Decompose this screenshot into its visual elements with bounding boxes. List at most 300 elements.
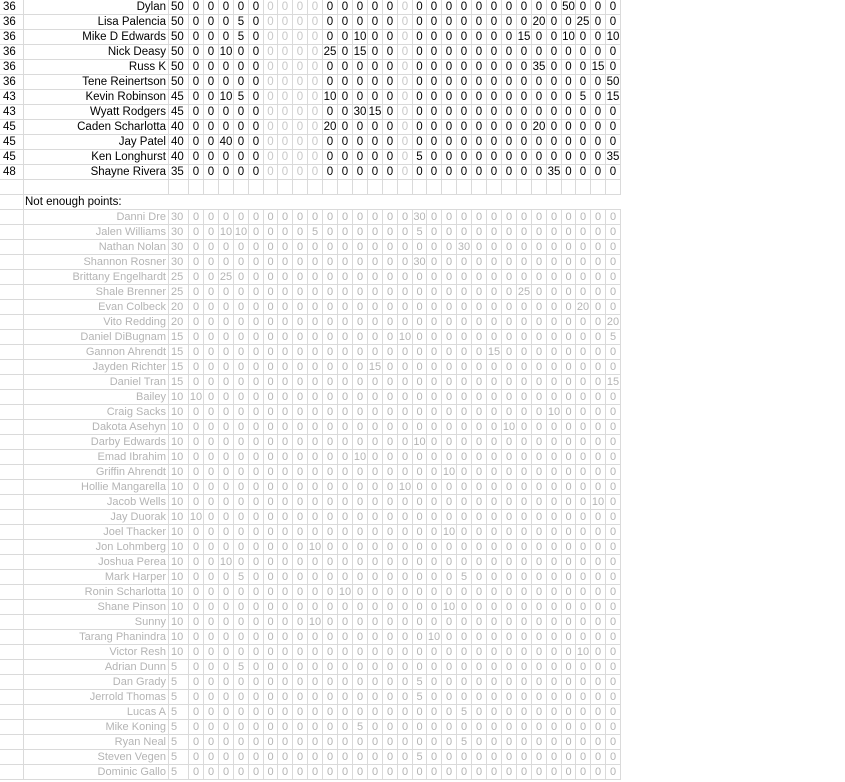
score-cell[interactable]: 0 <box>591 765 606 780</box>
total-points-cell[interactable]: 10 <box>169 555 189 570</box>
score-cell[interactable]: 0 <box>323 315 338 330</box>
score-cell[interactable]: 0 <box>323 690 338 705</box>
score-cell[interactable]: 0 <box>234 285 249 300</box>
score-cell[interactable]: 0 <box>472 225 487 240</box>
score-cell[interactable]: 0 <box>278 600 293 615</box>
score-cell[interactable]: 0 <box>234 240 249 255</box>
score-cell[interactable]: 0 <box>591 360 606 375</box>
score-cell[interactable]: 0 <box>353 570 368 585</box>
score-cell[interactable]: 0 <box>383 735 398 750</box>
score-cell[interactable]: 0 <box>368 90 383 105</box>
score-cell[interactable]: 0 <box>204 135 219 150</box>
total-points-cell[interactable]: 10 <box>169 630 189 645</box>
score-cell[interactable]: 0 <box>472 600 487 615</box>
score-cell[interactable]: 0 <box>368 165 383 180</box>
score-cell[interactable]: 0 <box>472 615 487 630</box>
score-cell[interactable]: 0 <box>383 300 398 315</box>
score-cell[interactable]: 0 <box>338 60 353 75</box>
score-cell[interactable]: 0 <box>457 360 472 375</box>
score-cell[interactable]: 0 <box>323 75 338 90</box>
score-cell[interactable]: 10 <box>353 451 367 463</box>
score-cell[interactable]: 0 <box>323 285 338 300</box>
score-cell[interactable]: 0 <box>308 60 323 75</box>
score-cell[interactable]: 0 <box>234 525 249 540</box>
score-cell[interactable]: 15 <box>517 31 531 43</box>
score-cell[interactable]: 0 <box>427 15 442 30</box>
score-cell[interactable]: 25 <box>323 46 337 58</box>
score-cell[interactable]: 0 <box>562 45 576 60</box>
rank-cell[interactable]: 48 <box>0 165 24 180</box>
score-cell[interactable]: 0 <box>383 705 398 720</box>
score-cell[interactable]: 0 <box>204 285 219 300</box>
score-cell[interactable]: 0 <box>413 390 427 405</box>
score-cell[interactable]: 0 <box>502 210 517 225</box>
score-cell[interactable]: 0 <box>472 720 487 735</box>
score-cell[interactable]: 0 <box>427 345 442 360</box>
score-cell[interactable]: 0 <box>442 555 457 570</box>
score-cell[interactable]: 0 <box>591 225 606 240</box>
score-cell[interactable]: 0 <box>413 600 427 615</box>
score-cell[interactable]: 0 <box>293 285 308 300</box>
score-cell[interactable]: 0 <box>576 240 591 255</box>
score-cell[interactable]: 0 <box>502 45 517 60</box>
score-cell[interactable]: 0 <box>368 150 383 165</box>
score-cell[interactable]: 0 <box>487 15 502 30</box>
score-cell[interactable]: 0 <box>576 360 591 375</box>
score-cell[interactable]: 0 <box>591 705 606 720</box>
score-cell[interactable]: 0 <box>427 690 442 705</box>
score-cell[interactable]: 0 <box>189 210 204 225</box>
total-points-cell[interactable]: 15 <box>169 375 189 390</box>
score-cell[interactable]: 0 <box>487 225 502 240</box>
score-cell[interactable]: 0 <box>532 480 547 495</box>
rank-cell[interactable]: 43 <box>0 90 24 105</box>
score-cell[interactable]: 0 <box>487 660 502 675</box>
rank-cell[interactable]: 36 <box>0 15 24 30</box>
score-cell[interactable]: 0 <box>383 510 398 525</box>
empty-cell[interactable] <box>472 195 487 210</box>
score-cell[interactable]: 0 <box>532 165 547 180</box>
rank-cell[interactable]: 45 <box>0 135 24 150</box>
score-cell[interactable]: 0 <box>576 615 591 630</box>
score-cell[interactable]: 0 <box>234 585 249 600</box>
score-cell[interactable]: 0 <box>234 630 249 645</box>
score-cell[interactable]: 0 <box>383 480 398 495</box>
score-cell[interactable]: 0 <box>547 435 562 450</box>
score-cell[interactable]: 0 <box>353 630 368 645</box>
player-name-cell[interactable]: Victor Resh <box>24 645 169 660</box>
score-cell[interactable]: 0 <box>576 405 591 420</box>
score-cell[interactable]: 0 <box>398 135 413 150</box>
score-cell[interactable]: 0 <box>383 675 398 690</box>
score-cell[interactable]: 0 <box>368 660 383 675</box>
total-points-cell[interactable]: 15 <box>169 360 189 375</box>
score-cell[interactable]: 0 <box>323 165 338 180</box>
score-cell[interactable]: 0 <box>278 735 293 750</box>
score-cell[interactable]: 0 <box>219 360 234 375</box>
score-cell[interactable]: 0 <box>368 75 383 90</box>
score-cell[interactable]: 0 <box>413 765 427 780</box>
score-cell[interactable]: 0 <box>562 330 576 345</box>
score-cell[interactable]: 0 <box>338 270 353 285</box>
score-cell[interactable]: 5 <box>234 570 249 585</box>
score-cell[interactable]: 0 <box>502 315 517 330</box>
score-cell[interactable]: 0 <box>293 585 308 600</box>
score-cell[interactable]: 0 <box>547 240 562 255</box>
score-cell[interactable]: 0 <box>413 375 427 390</box>
score-cell[interactable]: 10 <box>219 556 233 568</box>
score-cell[interactable]: 0 <box>264 165 278 180</box>
score-cell[interactable]: 0 <box>472 240 487 255</box>
score-cell[interactable]: 0 <box>219 645 234 660</box>
score-cell[interactable]: 10 <box>606 31 620 43</box>
score-cell[interactable]: 15 <box>606 376 620 388</box>
score-cell[interactable]: 0 <box>264 420 278 435</box>
score-cell[interactable]: 0 <box>576 165 591 180</box>
score-cell[interactable]: 0 <box>591 285 606 300</box>
score-cell[interactable]: 0 <box>219 75 234 90</box>
score-cell[interactable]: 0 <box>204 0 219 15</box>
score-cell[interactable]: 0 <box>398 270 413 285</box>
score-cell[interactable]: 0 <box>338 630 353 645</box>
score-cell[interactable]: 0 <box>606 690 621 705</box>
score-cell[interactable]: 0 <box>249 645 264 660</box>
player-name-cell[interactable]: Vito Redding <box>24 315 169 330</box>
score-cell[interactable]: 0 <box>547 345 562 360</box>
score-cell[interactable]: 0 <box>264 735 278 750</box>
score-cell[interactable]: 0 <box>278 15 293 30</box>
score-cell[interactable]: 0 <box>308 735 323 750</box>
score-cell[interactable]: 0 <box>532 555 547 570</box>
score-cell[interactable]: 0 <box>606 420 621 435</box>
score-cell[interactable]: 0 <box>278 615 293 630</box>
score-cell[interactable]: 0 <box>264 720 278 735</box>
score-cell[interactable]: 0 <box>308 300 323 315</box>
score-cell[interactable]: 10 <box>308 616 322 628</box>
score-cell[interactable]: 0 <box>457 435 472 450</box>
score-cell[interactable]: 0 <box>293 600 308 615</box>
score-cell[interactable]: 0 <box>293 225 308 240</box>
score-cell[interactable]: 0 <box>308 255 323 270</box>
score-cell[interactable]: 0 <box>576 435 591 450</box>
score-cell[interactable]: 0 <box>457 105 472 120</box>
score-cell[interactable]: 0 <box>293 510 308 525</box>
score-cell[interactable]: 0 <box>383 435 398 450</box>
score-cell[interactable]: 0 <box>398 690 413 705</box>
total-points-cell[interactable]: 50 <box>169 75 189 90</box>
score-cell[interactable]: 0 <box>234 435 249 450</box>
score-cell[interactable]: 0 <box>576 495 591 510</box>
score-cell[interactable]: 0 <box>562 15 576 30</box>
score-cell[interactable]: 0 <box>189 330 204 345</box>
score-cell[interactable]: 0 <box>368 675 383 690</box>
empty-cell[interactable] <box>293 180 308 195</box>
score-cell[interactable]: 0 <box>562 315 576 330</box>
score-cell[interactable]: 0 <box>338 45 353 60</box>
empty-cell[interactable] <box>562 180 576 195</box>
score-cell[interactable]: 0 <box>323 300 338 315</box>
score-cell[interactable]: 0 <box>502 375 517 390</box>
total-points-cell[interactable]: 5 <box>169 675 189 690</box>
empty-cell[interactable] <box>383 180 398 195</box>
score-cell[interactable]: 0 <box>353 255 368 270</box>
score-cell[interactable]: 0 <box>547 60 562 75</box>
total-points-cell[interactable]: 5 <box>169 705 189 720</box>
score-cell[interactable]: 0 <box>293 435 308 450</box>
score-cell[interactable]: 0 <box>457 390 472 405</box>
empty-cell[interactable] <box>0 195 24 210</box>
score-cell[interactable]: 0 <box>338 240 353 255</box>
score-cell[interactable]: 0 <box>547 630 562 645</box>
score-cell[interactable]: 0 <box>427 660 442 675</box>
score-cell[interactable]: 0 <box>338 150 353 165</box>
score-cell[interactable]: 0 <box>547 585 562 600</box>
empty-cell[interactable] <box>338 180 353 195</box>
score-cell[interactable]: 0 <box>562 60 576 75</box>
score-cell[interactable]: 0 <box>591 630 606 645</box>
score-cell[interactable]: 0 <box>442 540 457 555</box>
score-cell[interactable]: 0 <box>293 465 308 480</box>
score-cell[interactable]: 0 <box>547 645 562 660</box>
score-cell[interactable]: 50 <box>562 1 575 13</box>
score-cell[interactable]: 0 <box>308 600 323 615</box>
score-cell[interactable]: 0 <box>457 15 472 30</box>
score-cell[interactable]: 0 <box>457 585 472 600</box>
score-cell[interactable]: 0 <box>591 615 606 630</box>
score-cell[interactable]: 0 <box>189 15 204 30</box>
score-cell[interactable]: 0 <box>606 705 621 720</box>
score-cell[interactable]: 0 <box>338 135 353 150</box>
score-cell[interactable]: 0 <box>219 345 234 360</box>
score-cell[interactable]: 0 <box>547 375 562 390</box>
score-cell[interactable]: 0 <box>427 330 442 345</box>
score-cell[interactable]: 0 <box>591 30 606 45</box>
score-cell[interactable]: 0 <box>532 645 547 660</box>
score-cell[interactable]: 0 <box>308 465 323 480</box>
score-cell[interactable]: 0 <box>189 645 204 660</box>
player-name-cell[interactable]: Bailey <box>24 390 169 405</box>
score-cell[interactable]: 15 <box>487 346 501 358</box>
score-cell[interactable]: 0 <box>383 765 398 780</box>
score-cell[interactable]: 0 <box>472 390 487 405</box>
score-cell[interactable]: 0 <box>562 255 576 270</box>
score-cell[interactable]: 0 <box>338 690 353 705</box>
score-cell[interactable]: 0 <box>278 450 293 465</box>
score-cell[interactable]: 0 <box>383 0 398 15</box>
score-cell[interactable]: 0 <box>442 60 457 75</box>
score-cell[interactable]: 0 <box>308 750 323 765</box>
score-cell[interactable]: 0 <box>606 765 621 780</box>
score-cell[interactable]: 0 <box>472 525 487 540</box>
score-cell[interactable]: 0 <box>264 615 278 630</box>
score-cell[interactable]: 5 <box>308 225 323 240</box>
score-cell[interactable]: 0 <box>606 60 621 75</box>
score-cell[interactable]: 0 <box>576 525 591 540</box>
score-cell[interactable]: 0 <box>427 375 442 390</box>
score-cell[interactable]: 0 <box>398 360 413 375</box>
score-cell[interactable]: 0 <box>472 750 487 765</box>
total-points-cell[interactable]: 10 <box>169 480 189 495</box>
score-cell[interactable]: 0 <box>189 240 204 255</box>
score-cell[interactable]: 0 <box>234 615 249 630</box>
score-cell[interactable]: 0 <box>353 615 368 630</box>
player-name-cell[interactable]: Jalen Williams <box>24 225 169 240</box>
score-cell[interactable]: 0 <box>442 675 457 690</box>
score-cell[interactable]: 0 <box>532 465 547 480</box>
score-cell[interactable]: 0 <box>547 315 562 330</box>
score-cell[interactable]: 0 <box>487 435 502 450</box>
score-cell[interactable]: 0 <box>502 495 517 510</box>
score-cell[interactable]: 0 <box>532 570 547 585</box>
score-cell[interactable]: 0 <box>249 495 264 510</box>
score-cell[interactable]: 0 <box>427 720 442 735</box>
score-cell[interactable]: 0 <box>532 45 547 60</box>
score-cell[interactable]: 0 <box>532 255 547 270</box>
score-cell[interactable]: 0 <box>293 0 308 15</box>
score-cell[interactable]: 0 <box>457 270 472 285</box>
score-cell[interactable]: 0 <box>278 570 293 585</box>
score-cell[interactable]: 0 <box>219 105 234 120</box>
score-cell[interactable]: 0 <box>189 300 204 315</box>
score-cell[interactable]: 0 <box>338 675 353 690</box>
score-cell[interactable]: 0 <box>472 270 487 285</box>
score-cell[interactable]: 0 <box>219 420 234 435</box>
score-cell[interactable]: 0 <box>532 660 547 675</box>
score-cell[interactable]: 0 <box>502 0 517 15</box>
score-cell[interactable]: 0 <box>457 30 472 45</box>
empty-cell[interactable] <box>398 180 413 195</box>
empty-cell[interactable] <box>606 180 621 195</box>
empty-cell[interactable] <box>249 195 264 210</box>
empty-cell[interactable] <box>472 180 487 195</box>
score-cell[interactable]: 0 <box>338 435 353 450</box>
score-cell[interactable]: 0 <box>383 270 398 285</box>
score-cell[interactable]: 0 <box>606 480 621 495</box>
player-name-cell[interactable]: Caden Scharlotta <box>24 120 169 135</box>
score-cell[interactable]: 0 <box>249 270 264 285</box>
rank-cell[interactable] <box>0 765 24 780</box>
score-cell[interactable]: 0 <box>532 390 547 405</box>
total-points-cell[interactable]: 5 <box>169 750 189 765</box>
score-cell[interactable]: 0 <box>323 585 338 600</box>
score-cell[interactable]: 0 <box>606 525 621 540</box>
score-cell[interactable]: 0 <box>264 60 278 75</box>
score-cell[interactable]: 0 <box>576 330 591 345</box>
score-cell[interactable]: 0 <box>383 720 398 735</box>
score-cell[interactable]: 0 <box>353 525 368 540</box>
score-cell[interactable]: 0 <box>219 150 234 165</box>
score-cell[interactable]: 0 <box>189 255 204 270</box>
score-cell[interactable]: 0 <box>413 420 427 435</box>
score-cell[interactable]: 0 <box>353 690 368 705</box>
empty-cell[interactable] <box>204 180 219 195</box>
score-cell[interactable]: 0 <box>293 120 308 135</box>
score-cell[interactable]: 0 <box>398 75 413 90</box>
score-cell[interactable]: 0 <box>338 315 353 330</box>
score-cell[interactable]: 0 <box>338 495 353 510</box>
score-cell[interactable]: 0 <box>249 555 264 570</box>
score-cell[interactable]: 0 <box>591 75 606 90</box>
score-cell[interactable]: 0 <box>278 540 293 555</box>
player-name-cell[interactable]: Jacob Wells <box>24 495 169 510</box>
score-cell[interactable]: 0 <box>264 510 278 525</box>
score-cell[interactable]: 0 <box>413 300 427 315</box>
score-cell[interactable]: 0 <box>308 0 323 15</box>
score-cell[interactable]: 0 <box>502 750 517 765</box>
score-cell[interactable]: 0 <box>293 615 308 630</box>
score-cell[interactable]: 0 <box>517 75 532 90</box>
score-cell[interactable]: 0 <box>562 375 576 390</box>
score-cell[interactable]: 0 <box>234 330 249 345</box>
score-cell[interactable]: 0 <box>204 60 219 75</box>
score-cell[interactable]: 10 <box>442 526 456 538</box>
score-cell[interactable]: 0 <box>249 210 264 225</box>
player-name-cell[interactable]: Ronin Scharlotta <box>24 585 169 600</box>
total-points-cell[interactable]: 50 <box>169 15 189 30</box>
score-cell[interactable]: 0 <box>383 285 398 300</box>
score-cell[interactable]: 0 <box>413 120 427 135</box>
score-cell[interactable]: 0 <box>562 225 576 240</box>
score-cell[interactable]: 0 <box>368 720 383 735</box>
score-cell[interactable]: 0 <box>487 615 502 630</box>
score-cell[interactable]: 0 <box>502 405 517 420</box>
score-cell[interactable]: 0 <box>591 150 606 165</box>
score-cell[interactable]: 0 <box>472 705 487 720</box>
score-cell[interactable]: 0 <box>204 585 219 600</box>
score-cell[interactable]: 0 <box>562 570 576 585</box>
score-cell[interactable]: 0 <box>532 720 547 735</box>
score-cell[interactable]: 0 <box>442 105 457 120</box>
score-cell[interactable]: 0 <box>413 60 427 75</box>
total-points-cell[interactable]: 10 <box>169 540 189 555</box>
score-cell[interactable]: 0 <box>398 615 413 630</box>
score-cell[interactable]: 0 <box>293 330 308 345</box>
score-cell[interactable]: 0 <box>576 690 591 705</box>
score-cell[interactable]: 0 <box>487 300 502 315</box>
total-points-cell[interactable]: 20 <box>169 315 189 330</box>
score-cell[interactable]: 0 <box>591 105 606 120</box>
score-cell[interactable]: 0 <box>278 420 293 435</box>
score-cell[interactable]: 0 <box>308 555 323 570</box>
score-cell[interactable]: 0 <box>234 675 249 690</box>
score-cell[interactable]: 0 <box>606 360 621 375</box>
score-cell[interactable]: 0 <box>576 0 591 15</box>
player-name-cell[interactable]: Kevin Robinson <box>24 90 169 105</box>
score-cell[interactable]: 0 <box>576 315 591 330</box>
score-cell[interactable]: 0 <box>547 360 562 375</box>
score-cell[interactable]: 0 <box>442 345 457 360</box>
score-cell[interactable]: 0 <box>517 765 532 780</box>
score-cell[interactable]: 0 <box>323 525 338 540</box>
score-cell[interactable]: 0 <box>338 420 353 435</box>
rank-cell[interactable]: 45 <box>0 150 24 165</box>
score-cell[interactable]: 0 <box>472 435 487 450</box>
score-cell[interactable]: 0 <box>323 750 338 765</box>
score-cell[interactable]: 0 <box>323 210 338 225</box>
score-cell[interactable]: 10 <box>234 226 248 238</box>
score-cell[interactable]: 35 <box>606 151 620 163</box>
score-cell[interactable]: 0 <box>487 165 502 180</box>
score-cell[interactable]: 0 <box>353 90 368 105</box>
score-cell[interactable]: 0 <box>472 735 487 750</box>
empty-cell[interactable] <box>442 180 457 195</box>
score-cell[interactable]: 0 <box>487 285 502 300</box>
score-cell[interactable]: 0 <box>293 315 308 330</box>
rank-cell[interactable] <box>0 285 24 300</box>
score-cell[interactable]: 0 <box>427 270 442 285</box>
score-cell[interactable]: 0 <box>323 540 338 555</box>
rank-cell[interactable] <box>0 300 24 315</box>
